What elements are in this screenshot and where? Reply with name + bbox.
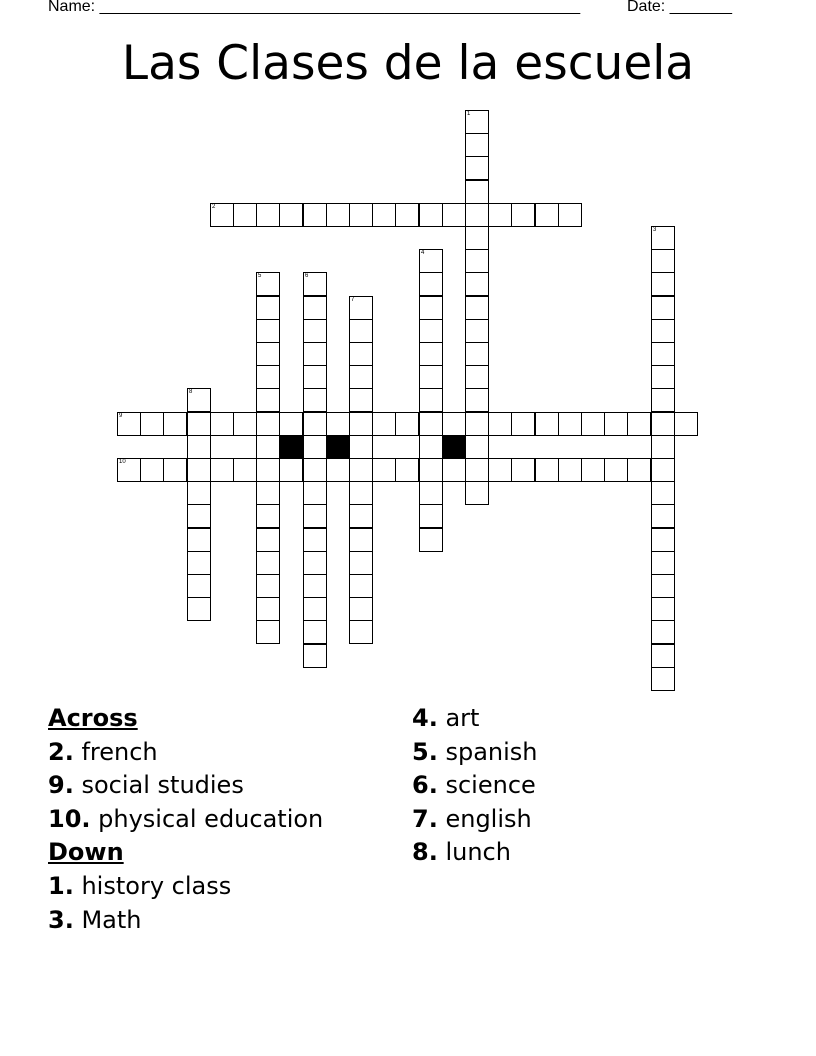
grid-cell[interactable] <box>395 203 419 227</box>
across-heading: Across <box>48 704 138 732</box>
grid-cell[interactable] <box>419 388 443 412</box>
black-cell <box>326 435 350 459</box>
grid-cell[interactable] <box>395 412 419 436</box>
grid-cell[interactable] <box>256 296 280 320</box>
grid-cell[interactable] <box>303 388 327 412</box>
grid-cell[interactable] <box>488 412 512 436</box>
grid-cell[interactable] <box>419 481 443 505</box>
grid-cell[interactable] <box>349 551 373 575</box>
grid-cell[interactable] <box>419 435 443 459</box>
grid-cell[interactable] <box>187 388 211 412</box>
clue-text: art <box>445 704 480 732</box>
grid-cell[interactable] <box>558 203 582 227</box>
grid-cell[interactable] <box>651 504 675 528</box>
grid-cell[interactable] <box>465 342 489 366</box>
clue-number: 6. <box>412 771 438 800</box>
clue-number: 3. <box>48 905 74 934</box>
grid-cell[interactable] <box>303 272 327 296</box>
clue-number: 5. <box>412 737 438 766</box>
grid-cell[interactable] <box>303 644 327 668</box>
grid-cell[interactable] <box>419 296 443 320</box>
cell-number: 6 <box>305 273 309 279</box>
clue-down-5 <box>412 736 752 770</box>
grid-cell[interactable] <box>256 435 280 459</box>
grid-cell[interactable] <box>674 412 698 436</box>
grid-cell[interactable] <box>117 458 141 482</box>
cell-number: 5 <box>258 273 262 279</box>
clue-text: french <box>81 737 158 766</box>
grid-cell[interactable] <box>604 412 628 436</box>
grid-cell[interactable] <box>465 388 489 412</box>
clue-down-1 <box>48 870 408 904</box>
grid-cell[interactable] <box>651 365 675 389</box>
clue-down-8 <box>412 836 752 870</box>
grid-cell[interactable] <box>187 504 211 528</box>
clue-text: history class <box>81 871 232 900</box>
grid-cell[interactable] <box>465 365 489 389</box>
grid-cell[interactable] <box>187 481 211 505</box>
grid-cell[interactable] <box>303 203 327 227</box>
grid-cell[interactable] <box>163 412 187 436</box>
name-field-line: Name: ______________________________________________________ <box>48 0 581 15</box>
grid-cell[interactable] <box>210 203 234 227</box>
grid-cell[interactable] <box>163 458 187 482</box>
grid-cell[interactable] <box>303 412 327 436</box>
grid-cell[interactable] <box>651 272 675 296</box>
cell-number: 10 <box>119 459 126 465</box>
grid-cell[interactable] <box>419 342 443 366</box>
grid-cell[interactable] <box>558 458 582 482</box>
down-heading: Down <box>48 838 124 867</box>
grid-cell[interactable] <box>535 458 559 482</box>
grid-cell[interactable] <box>651 458 675 482</box>
grid-cell[interactable] <box>419 249 443 273</box>
grid-cell[interactable] <box>349 435 373 459</box>
clue-text: science <box>445 771 536 800</box>
grid-cell[interactable] <box>651 319 675 343</box>
grid-cell[interactable] <box>326 458 350 482</box>
grid-cell[interactable] <box>465 226 489 250</box>
grid-cell[interactable] <box>372 412 396 436</box>
grid-cell[interactable] <box>349 388 373 412</box>
grid-cell[interactable] <box>651 296 675 320</box>
grid-cell[interactable] <box>465 296 489 320</box>
grid-cell[interactable] <box>256 504 280 528</box>
grid-cell[interactable] <box>279 412 303 436</box>
clue-text: social studies <box>81 771 244 800</box>
grid-cell[interactable] <box>256 388 280 412</box>
clue-number: 10. <box>48 804 91 833</box>
clue-down-7 <box>412 803 752 837</box>
grid-cell[interactable] <box>604 458 628 482</box>
grid-cell[interactable] <box>651 388 675 412</box>
grid-cell[interactable] <box>256 620 280 644</box>
grid-cell[interactable] <box>256 365 280 389</box>
grid-cell[interactable] <box>303 620 327 644</box>
grid-cell[interactable] <box>651 551 675 575</box>
grid-cell[interactable] <box>651 528 675 552</box>
grid-cell[interactable] <box>187 435 211 459</box>
grid-cell[interactable] <box>465 319 489 343</box>
grid-cell[interactable] <box>187 458 211 482</box>
cell-number: 3 <box>653 227 657 233</box>
grid-cell[interactable] <box>233 458 257 482</box>
grid-cell[interactable] <box>187 412 211 436</box>
grid-cell[interactable] <box>349 528 373 552</box>
grid-cell[interactable] <box>651 226 675 250</box>
grid-cell[interactable] <box>511 412 535 436</box>
clue-number: 2. <box>48 737 74 766</box>
cell-number: 1 <box>467 111 471 117</box>
grid-cell[interactable] <box>210 412 234 436</box>
grid-cell[interactable] <box>651 249 675 273</box>
grid-cell[interactable] <box>465 156 489 180</box>
grid-cell[interactable] <box>303 458 327 482</box>
grid-cell[interactable] <box>651 597 675 621</box>
grid-cell[interactable] <box>349 319 373 343</box>
grid-cell[interactable] <box>303 296 327 320</box>
grid-cell[interactable] <box>349 412 373 436</box>
page-title: Las Clases de la escuela <box>121 36 695 91</box>
clue-number: 1. <box>48 871 74 900</box>
grid-cell[interactable] <box>419 203 443 227</box>
grid-cell[interactable] <box>326 412 350 436</box>
clue-text: physical education <box>98 804 324 833</box>
grid-cell[interactable] <box>140 458 164 482</box>
grid-cell[interactable] <box>419 412 443 436</box>
cell-number: 9 <box>119 413 123 419</box>
grid-cell[interactable] <box>303 574 327 598</box>
grid-cell[interactable] <box>419 504 443 528</box>
grid-cell[interactable] <box>511 203 535 227</box>
grid-cell[interactable] <box>303 319 327 343</box>
grid-cell[interactable] <box>117 412 141 436</box>
grid-cell[interactable] <box>256 319 280 343</box>
grid-cell[interactable] <box>535 203 559 227</box>
grid-cell[interactable] <box>651 435 675 459</box>
clue-text: lunch <box>445 838 511 867</box>
grid-cell[interactable] <box>465 481 489 505</box>
grid-cell[interactable] <box>349 574 373 598</box>
grid-cell[interactable] <box>442 203 466 227</box>
grid-cell[interactable] <box>233 203 257 227</box>
grid-cell[interactable] <box>233 412 257 436</box>
grid-cell[interactable] <box>279 458 303 482</box>
grid-cell[interactable] <box>256 272 280 296</box>
grid-cell[interactable] <box>349 203 373 227</box>
grid-cell[interactable] <box>419 319 443 343</box>
grid-cell[interactable] <box>256 458 280 482</box>
grid-cell[interactable] <box>256 597 280 621</box>
grid-cell[interactable] <box>303 342 327 366</box>
clue-text: Math <box>81 905 142 934</box>
grid-cell[interactable] <box>419 458 443 482</box>
grid-cell[interactable] <box>349 365 373 389</box>
date-field-line: Date: _______ <box>627 0 732 15</box>
grid-cell[interactable] <box>465 249 489 273</box>
grid-cell[interactable] <box>303 597 327 621</box>
grid-cell[interactable] <box>256 574 280 598</box>
grid-cell[interactable] <box>256 551 280 575</box>
grid-cell[interactable] <box>372 458 396 482</box>
grid-cell[interactable] <box>326 203 350 227</box>
clue-across-10 <box>48 803 408 837</box>
grid-cell[interactable] <box>419 272 443 296</box>
black-cell <box>442 435 466 459</box>
grid-cell[interactable] <box>511 458 535 482</box>
grid-cell[interactable] <box>465 435 489 459</box>
grid-cell[interactable] <box>187 551 211 575</box>
grid-cell[interactable] <box>558 412 582 436</box>
clue-number: 7. <box>412 804 438 833</box>
clue-across-9 <box>48 769 408 803</box>
grid-cell[interactable] <box>349 342 373 366</box>
grid-cell[interactable] <box>303 504 327 528</box>
grid-cell[interactable] <box>256 412 280 436</box>
grid-cell[interactable] <box>465 133 489 157</box>
grid-cell[interactable] <box>349 481 373 505</box>
grid-cell[interactable] <box>465 203 489 227</box>
grid-cell[interactable] <box>651 574 675 598</box>
grid-cell[interactable] <box>349 504 373 528</box>
cell-number: 7 <box>351 297 355 303</box>
grid-cell[interactable] <box>465 272 489 296</box>
grid-cell[interactable] <box>256 203 280 227</box>
grid-cell[interactable] <box>465 110 489 134</box>
clue-number: 9. <box>48 771 74 800</box>
grid-cell[interactable] <box>442 458 466 482</box>
clue-column-left <box>48 702 408 937</box>
grid-cell[interactable] <box>279 203 303 227</box>
grid-cell[interactable] <box>442 412 466 436</box>
grid-cell[interactable] <box>303 551 327 575</box>
grid-cell[interactable] <box>256 342 280 366</box>
grid-cell[interactable] <box>651 620 675 644</box>
grid-cell[interactable] <box>465 412 489 436</box>
grid-cell[interactable] <box>627 458 651 482</box>
cell-number: 2 <box>212 204 216 210</box>
clue-number: 4. <box>412 704 438 732</box>
clue-across-2 <box>48 736 408 770</box>
grid-cell[interactable] <box>651 644 675 668</box>
grid-cell[interactable] <box>187 597 211 621</box>
grid-cell[interactable] <box>303 528 327 552</box>
grid-cell[interactable] <box>303 435 327 459</box>
grid-cell[interactable] <box>419 365 443 389</box>
grid-cell[interactable] <box>395 458 419 482</box>
clue-number: 8. <box>412 838 438 867</box>
grid-cell[interactable] <box>372 203 396 227</box>
grid-cell[interactable] <box>627 412 651 436</box>
grid-cell[interactable] <box>535 412 559 436</box>
cell-number: 4 <box>421 250 425 256</box>
clue-down-3 <box>48 904 408 938</box>
grid-cell[interactable] <box>349 458 373 482</box>
grid-cell[interactable] <box>140 412 164 436</box>
grid-cell[interactable] <box>256 481 280 505</box>
grid-cell[interactable] <box>349 620 373 644</box>
grid-cell[interactable] <box>349 597 373 621</box>
grid-cell[interactable] <box>465 458 489 482</box>
grid-cell[interactable] <box>210 458 234 482</box>
cell-number: 8 <box>189 389 193 395</box>
clue-text: spanish <box>445 737 538 766</box>
grid-cell[interactable] <box>187 574 211 598</box>
grid-cell[interactable] <box>256 528 280 552</box>
grid-cell[interactable] <box>651 412 675 436</box>
grid-cell[interactable] <box>651 481 675 505</box>
grid-cell[interactable] <box>465 180 489 204</box>
grid-cell[interactable] <box>303 365 327 389</box>
grid-cell[interactable] <box>488 203 512 227</box>
black-cell <box>279 435 303 459</box>
grid-cell[interactable] <box>651 667 675 691</box>
grid-cell[interactable] <box>651 342 675 366</box>
grid-cell[interactable] <box>581 412 605 436</box>
grid-cell[interactable] <box>303 481 327 505</box>
grid-cell[interactable] <box>187 528 211 552</box>
clue-down-4 <box>412 702 752 736</box>
grid-cell[interactable] <box>488 458 512 482</box>
clue-text: english <box>445 804 532 833</box>
clue-down-6 <box>412 769 752 803</box>
grid-cell[interactable] <box>581 458 605 482</box>
clue-column-right <box>412 702 752 870</box>
grid-cell[interactable] <box>349 296 373 320</box>
grid-cell[interactable] <box>419 528 443 552</box>
